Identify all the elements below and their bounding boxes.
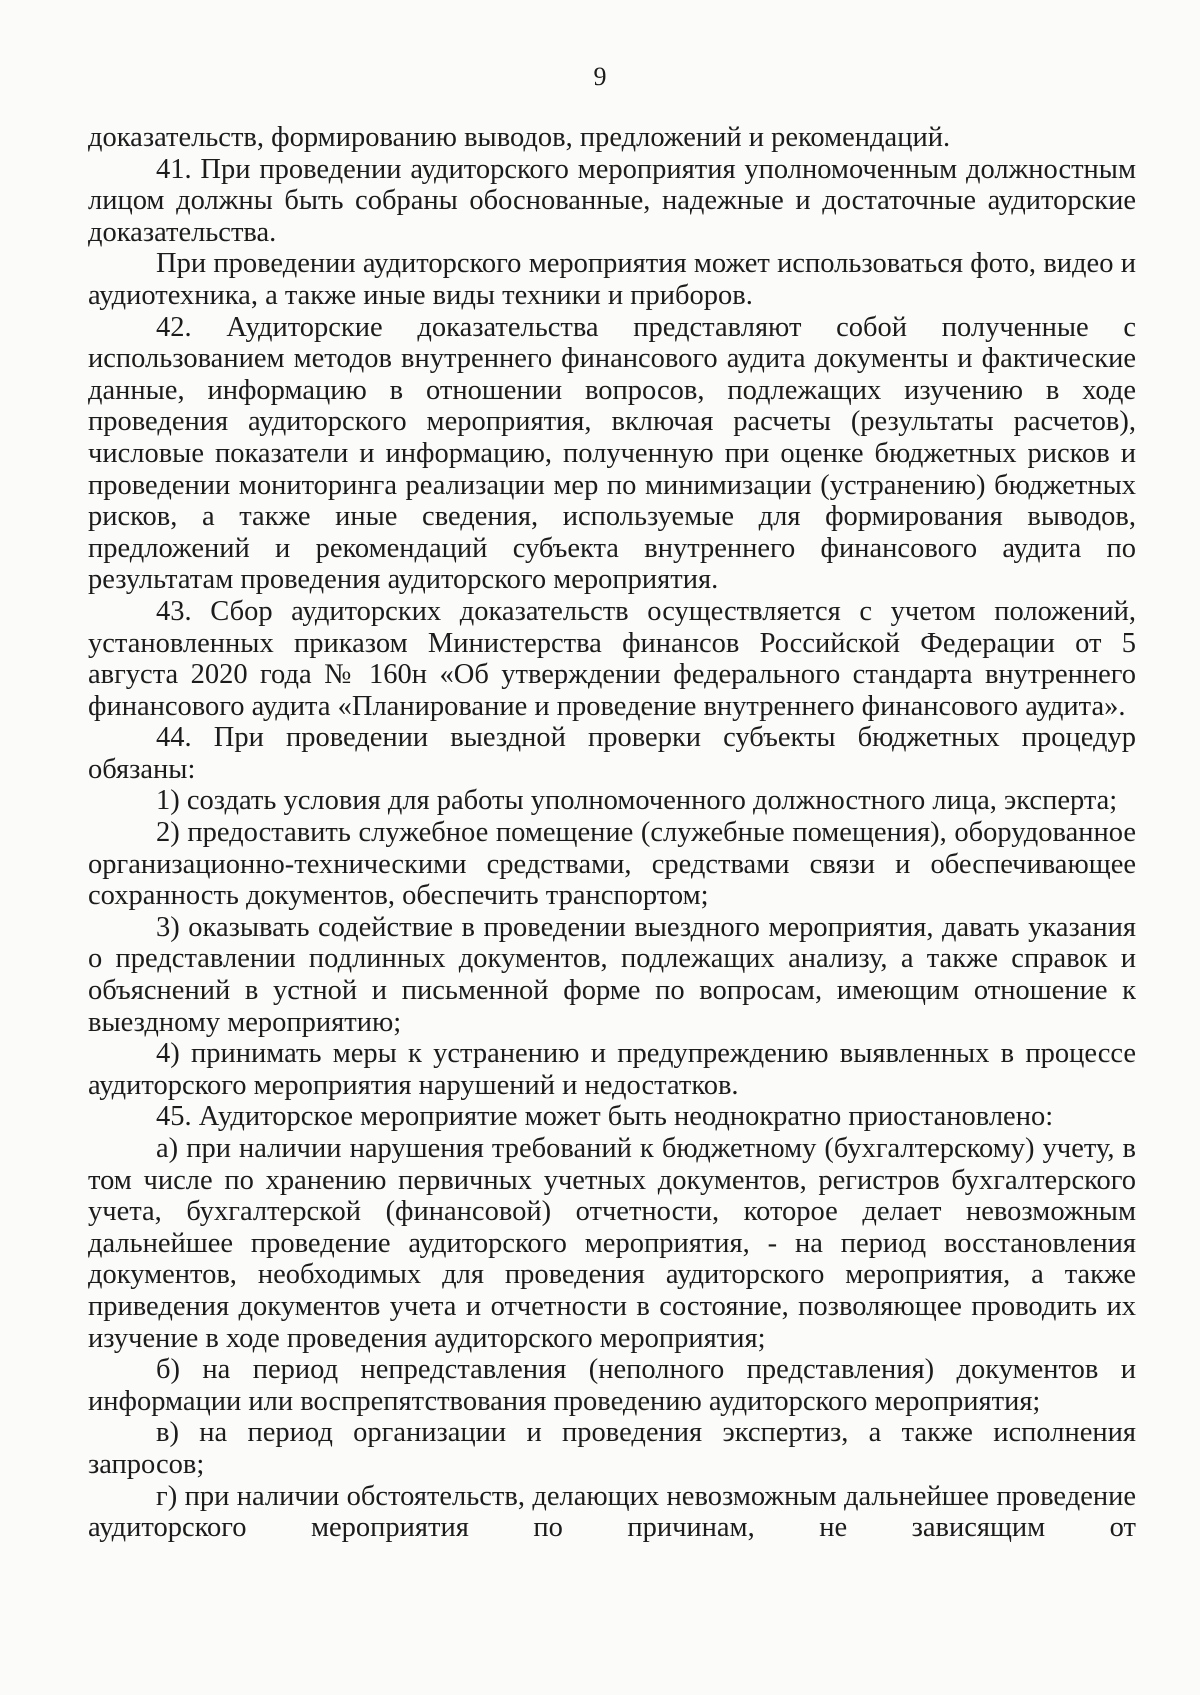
paragraph-44-item-2: 2) предоставить служебное помещение (служебные помещения), оборудованное организационно-техническими средствами, средствами связи и обеспечивающее сохранность документов, обеспечить транспортом; <box>88 817 1136 912</box>
paragraph-45-item-a: а) при наличии нарушения требований к бюджетному (бухгалтерскому) учету, в том числе по хранению первичных учетных документов, регистров бухгалтерского учета, бухгалтерской (финансовой) отчетности, которое делает невозможным дальнейшее проведение аудиторского мероприятия, - на период восстановления документов, необходимых для проведения аудиторского мероприятия, а также приведения документов учета и отчетности в состояние, позволяющее проводить их изучение в ходе проведения аудиторского мероприятия; <box>88 1133 1136 1354</box>
paragraph-42: 42. Аудиторские доказательства представляют собой полученные с использованием методов внутреннего финансового аудита документы и фактические данные, информацию в отношении вопросов, подлежащих изучению в ходе проведения аудиторского мероприятия, включая расчеты (результаты расчетов), числовые показатели и информацию, полученную при оценке бюджетных рисков и проведении мониторинга реализации мер по минимизации (устранению) бюджетных рисков, а также иные сведения, используемые для формирования выводов, предложений и рекомендаций субъекта внутреннего финансового аудита по результатам проведения аудиторского мероприятия. <box>88 311 1136 596</box>
paragraph-45: 45. Аудиторское мероприятие может быть неоднократно приостановлено: <box>156 1101 1054 1133</box>
paragraph-45-item-v: в) на период организации и проведения экспертиз, а также исполнения запросов; <box>88 1417 1136 1480</box>
paragraph-41: 41. При проведении аудиторского мероприятия уполномоченным должностным лицом должны быть собраны обоснованные, надежные и достаточные аудиторские доказательства. <box>88 153 1136 248</box>
paragraph-45-item-b: б) на период непредставления (неполного представления) документов и информации или воспрепятствования проведению аудиторского мероприятия; <box>88 1354 1136 1417</box>
paragraph-44-item-1: 1) создать условия для работы уполномоченного должностного лица, эксперта; <box>156 785 1118 817</box>
page-number: 9 <box>593 62 607 91</box>
paragraph-45-item-g: г) при наличии обстоятельств, делающих невозможным дальнейшее проведение аудиторского мероприятия по причинам, не зависящим от <box>88 1480 1136 1544</box>
paragraph-44-item-3: 3) оказывать содействие в проведении выездного мероприятия, давать указания о представлении подлинных документов, подлежащих анализу, а также справок и объяснений в устной и письменной форме по вопросам, имеющим отношение к выездному мероприятию; <box>88 911 1136 1038</box>
document-body <box>88 122 1136 1544</box>
paragraph-continuation: доказательств, формированию выводов, предложений и рекомендаций. <box>88 122 951 153</box>
paragraph-43: 43. Сбор аудиторских доказательств осуществляется с учетом положений, установленных приказом Министерства финансов Российской Федерации от 5 августа 2020 года № 160н «Об утверждении федерального стандарта внутреннего финансового аудита «Планирование и проведение внутреннего финансового аудита». <box>88 595 1136 722</box>
paragraph-44-item-4: 4) принимать меры к устранению и предупреждению выявленных в процессе аудиторского мероприятия нарушений и недостатков. <box>88 1038 1136 1101</box>
paragraph-44: 44. При проведении выездной проверки субъекты бюджетных процедур обязаны: <box>88 722 1136 785</box>
paragraph-41-note: При проведении аудиторского мероприятия может использоваться фото, видео и аудиотехника, а также иные виды техники и приборов. <box>88 248 1136 311</box>
